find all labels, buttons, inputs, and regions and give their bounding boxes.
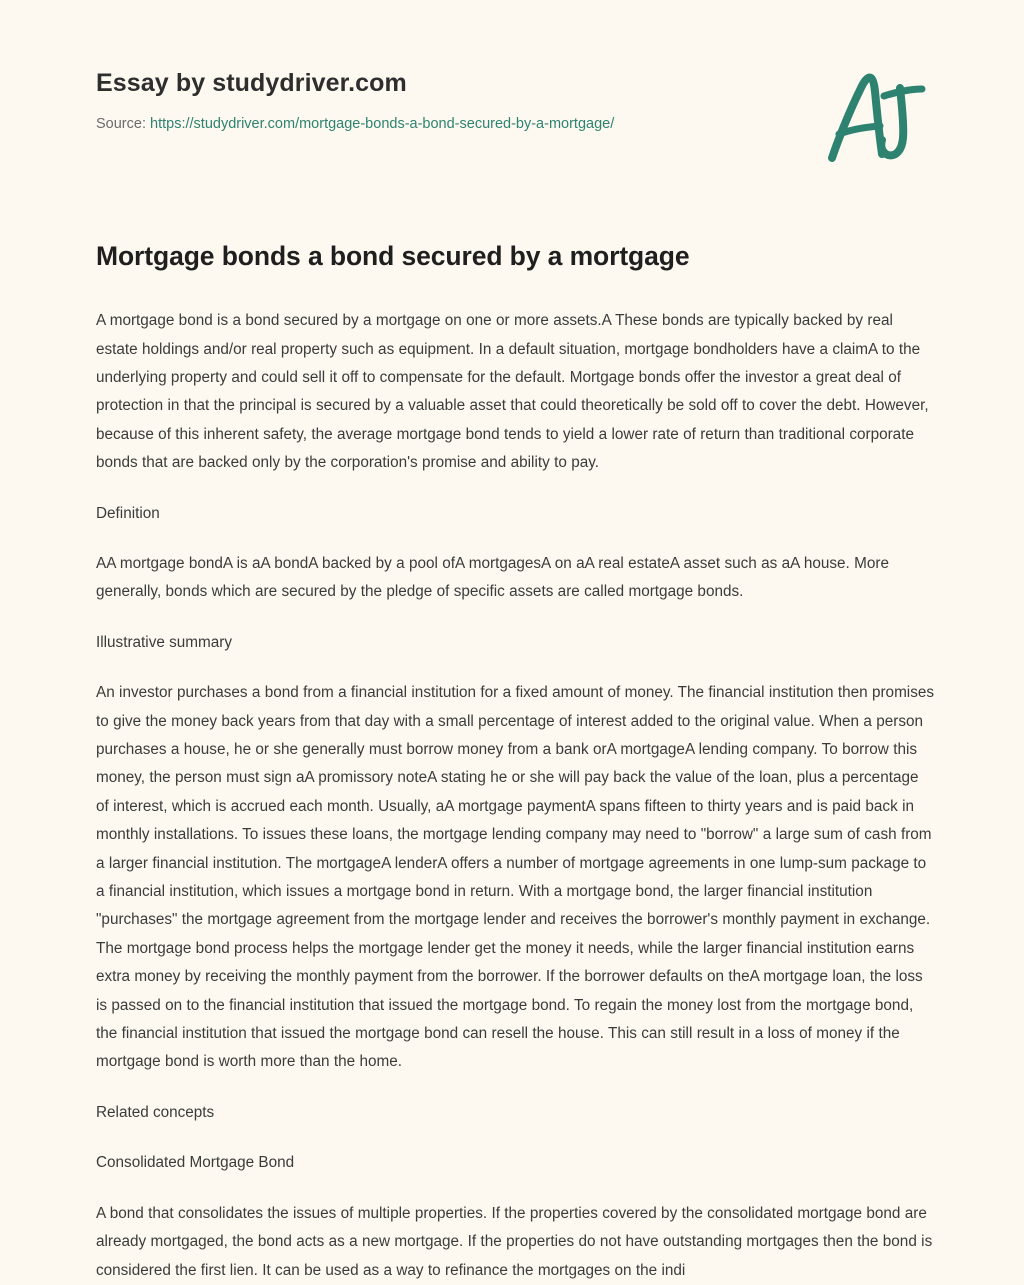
paragraph-intro: A mortgage bond is a bond secured by a mortgage on one or more assets.A These bonds are typically backed by real estate holdings and/or real property such as equipment. In a default situation, mortgage bondholders have a claimA to the underlying property and could sell it off to compensate for the default. Mortgage bonds offer the investor a great deal of protection in that the principal is secured by a valuable asset that could theoretically be sold off to cover the debt. However, because of this inherent safety, the average mortgage bond tends to yield a lower rate of return than traditional corporate bonds that are backed only by the corporation's promise and ability to pay. <box>96 312 929 472</box>
page-header <box>0 0 1024 200</box>
section-heading-consolidated-mortgage-bond: Consolidated Mortgage Bond <box>96 1154 295 1172</box>
source-line <box>96 115 796 134</box>
document-body <box>96 240 934 1285</box>
section-heading-definition: Definition <box>96 504 160 522</box>
source-url-link[interactable]: https://studydriver.com/mortgage-bonds-a-bond-secured-by-a-mortgage/ <box>150 116 615 132</box>
source-label: Source: <box>96 116 146 132</box>
section-heading-illustrative-summary: Illustrative summary <box>96 633 232 651</box>
brand-block <box>96 68 796 134</box>
section-heading-related-concepts: Related concepts <box>96 1103 215 1121</box>
page-title: Mortgage bonds a bond secured by a mortgage <box>96 241 690 271</box>
paragraph-illustrative-summary: An investor purchases a bond from a financial institution for a fixed amount of money. The financial institution then promises to give the money back years from that day with a small percentage of interest added to the original value. When a person purchases a house, he or she generally must borrow money from a bank orA mortgageA lending company. To borrow this money, the person must sign aA promissory noteA stating he or she will pay back the value of the loan, plus a percentage of interest, which is accrued each month. Usually, aA mortgage paymentA spans fifteen to thirty years and is paid back in monthly installations. To issues these loans, the mortgage lending company may need to "borrow" a large sum of cash from a larger financial institution. The mortgageA lenderA offers a number of mortgage agreements in one lump-sum package to a financial institution, which issues a mortgage bond in return. With a mortgage bond, the larger financial institution "purchases" the mortgage agreement from the mortgage lender and receives the borrower's monthly payment in exchange. The mortgage bond process helps the mortgage lender get the money it needs, while the larger financial institution earns extra money by receiving the monthly payment from the borrower. If the borrower defaults on theA mortgage loan, the loss is passed on to the financial institution that issued the mortgage bond. To regain the money lost from the mortgage bond, the financial institution that issued the mortgage bond can resell the house. This can still result in a loss of money if the mortgage bond is worth more than the home. <box>96 684 935 1071</box>
paragraph-definition: AA mortgage bondA is aA bondA backed by a pool ofA mortgagesA on aA real estateA asset such as aA house. More generally, bonds which are secured by the pledge of specific assets are called mortgage bonds. <box>96 554 889 601</box>
a-plus-logo-icon <box>812 62 942 182</box>
brand-title: Essay by studydriver.com <box>96 69 407 97</box>
paragraph-consolidated-mortgage-bond: A bond that consolidates the issues of multiple properties. If the properties covered by the consolidated mortgage bond are already mortgaged, the bond acts as a new mortgage. If the properties do not have outstanding mortgages then the bond is considered the first lien. It can be used as a way to refinance the mortgages on the indi <box>96 1204 933 1279</box>
